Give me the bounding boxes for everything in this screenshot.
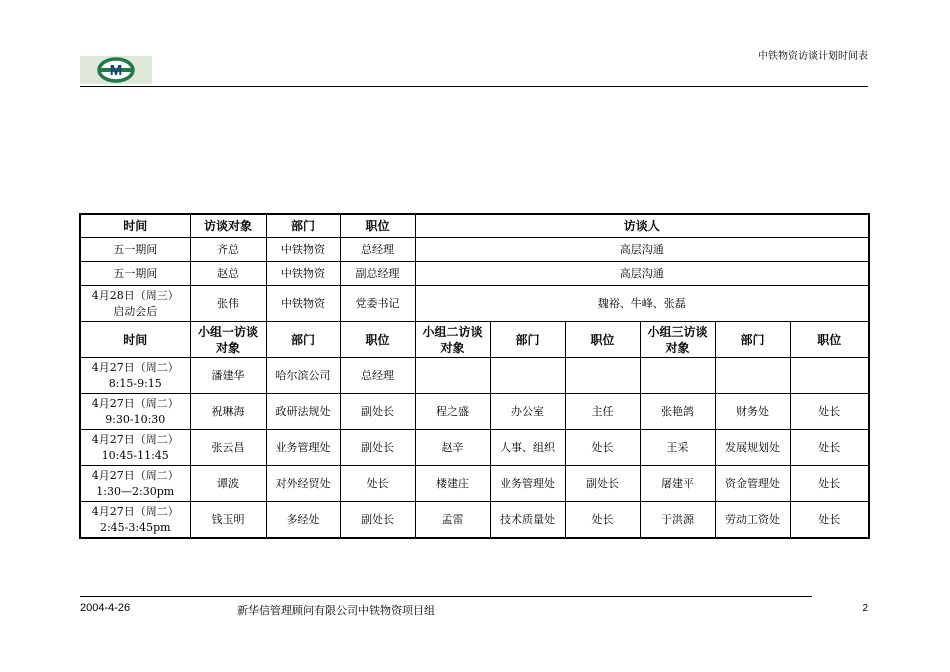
cell-g2-person: 楼建庄 (415, 466, 490, 502)
cell-g3-person: 王采 (640, 430, 715, 466)
cell-department: 中铁物资 (266, 286, 340, 322)
cell-g2-position (565, 358, 640, 394)
group2-header-position: 职位 (565, 322, 640, 358)
cell-g3-position: 处长 (790, 394, 869, 430)
table-row (80, 430, 869, 466)
cell-g2-person: 程之盛 (415, 394, 490, 430)
cell-person: 张伟 (190, 286, 266, 322)
cell-time: 五一期间 (80, 262, 190, 286)
cell-g1-person: 钱玉明 (190, 502, 266, 539)
cell-date: 4月27日（周二） (91, 396, 179, 410)
group1-header-position: 职位 (340, 322, 415, 358)
cell-time-range: 8:15-9:15 (108, 376, 162, 390)
cell-g3-person (640, 358, 715, 394)
cell-g3-department (715, 358, 790, 394)
cell-time-range: 9:30-10:30 (105, 412, 166, 426)
header-title: 中铁物资访谈计划时间表 (758, 51, 868, 62)
header-interviewee: 访谈对象 (190, 214, 266, 238)
cell-g3-position: 处长 (790, 430, 869, 466)
table-row (80, 394, 869, 430)
cell-time-date: 4月28日（周三） (91, 288, 179, 302)
cell-g1-position: 副处长 (340, 502, 415, 539)
cell-g1-position: 处长 (340, 466, 415, 502)
cell-g1-person: 祝琳海 (190, 394, 266, 430)
cell-g1-position: 总经理 (340, 358, 415, 394)
interview-schedule-table (79, 213, 870, 539)
cell-date: 4月27日（周二） (91, 468, 179, 482)
cell-g3-position: 处长 (790, 466, 869, 502)
cell-g2-department: 办公室 (490, 394, 565, 430)
cell-g2-position: 处长 (565, 502, 640, 539)
cell-time (80, 430, 190, 466)
footer-date: 2004-4-26 (80, 602, 131, 614)
group2-header-department: 部门 (490, 322, 565, 358)
cell-date: 4月27日（周二） (91, 432, 179, 446)
cell-g3-position (790, 358, 869, 394)
cell-person: 赵总 (190, 262, 266, 286)
table-row (80, 262, 869, 286)
group1-header-line2: 对象 (215, 340, 240, 355)
cell-g1-position: 副处长 (340, 430, 415, 466)
cell-g2-position: 处长 (565, 430, 640, 466)
cell-time (80, 466, 190, 502)
cell-g2-department: 业务管理处 (490, 466, 565, 502)
group3-header-position: 职位 (790, 322, 869, 358)
group3-header-line2: 对象 (665, 340, 690, 355)
cell-date: 4月27日（周二） (91, 504, 179, 518)
group1-header-interviewee (190, 322, 266, 358)
cell-g1-person: 张云昌 (190, 430, 266, 466)
table-row (80, 502, 869, 539)
table-row (80, 286, 869, 322)
cell-g1-department: 对外经贸处 (266, 466, 340, 502)
cell-g3-department: 财务处 (715, 394, 790, 430)
cell-interviewer: 魏裕、牛峰、张磊 (415, 286, 869, 322)
cell-g1-person: 潘建华 (190, 358, 266, 394)
header-time: 时间 (80, 214, 190, 238)
company-logo (80, 56, 152, 84)
cell-g2-person: 赵辛 (415, 430, 490, 466)
cell-g2-department: 技术质量处 (490, 502, 565, 539)
group1-header-department: 部门 (266, 322, 340, 358)
cell-g1-department: 多经处 (266, 502, 340, 539)
logo-letter: M (109, 62, 123, 79)
cell-time-note: 启动会后 (113, 304, 158, 318)
group1-header-line1: 小组一访谈 (197, 324, 258, 339)
cell-g3-position: 处长 (790, 502, 869, 539)
cell-time-range: 1:30—2:30pm (96, 484, 175, 498)
cell-g2-department: 人事、组织 (490, 430, 565, 466)
cell-g1-department: 业务管理处 (266, 430, 340, 466)
cell-g2-person: 孟雷 (415, 502, 490, 539)
group2-header-line1: 小组二访谈 (422, 324, 483, 339)
table-row (80, 466, 869, 502)
cell-time-range: 2:45-3:45pm (99, 520, 171, 534)
footer-organization: 新华信管理顾问有限公司中铁物资项目组 (237, 604, 435, 617)
cell-time (80, 286, 190, 322)
header-position: 职位 (340, 214, 415, 238)
cell-position: 总经理 (340, 238, 415, 262)
group3-header-department: 部门 (715, 322, 790, 358)
cell-g3-person: 张艳鸽 (640, 394, 715, 430)
cell-g1-department: 政研法规处 (266, 394, 340, 430)
group3-header-interviewee (640, 322, 715, 358)
cell-interviewer: 高层沟通 (415, 262, 869, 286)
cell-g1-department: 哈尔滨公司 (266, 358, 340, 394)
cell-person: 齐总 (190, 238, 266, 262)
cell-g2-person (415, 358, 490, 394)
cell-g2-position: 主任 (565, 394, 640, 430)
group-header-row (80, 322, 869, 358)
header-department: 部门 (266, 214, 340, 238)
cell-date: 4月27日（周二） (91, 360, 179, 374)
cell-g3-department: 发展规划处 (715, 430, 790, 466)
cell-g3-department: 资金管理处 (715, 466, 790, 502)
group-header-time: 时间 (80, 322, 190, 358)
cell-g1-position: 副处长 (340, 394, 415, 430)
cell-g3-person: 于洪源 (640, 502, 715, 539)
header-interviewer: 访谈人 (415, 214, 869, 238)
cell-time-range: 10:45-11:45 (101, 448, 169, 462)
group2-header-interviewee (415, 322, 490, 358)
cell-department: 中铁物资 (266, 262, 340, 286)
cell-time (80, 502, 190, 539)
page-number: 2 (862, 603, 868, 614)
header-divider (80, 86, 868, 87)
table-row (80, 358, 869, 394)
cell-position: 副总经理 (340, 262, 415, 286)
cell-department: 中铁物资 (266, 238, 340, 262)
cell-g1-person: 谭波 (190, 466, 266, 502)
cell-position: 党委书记 (340, 286, 415, 322)
footer-divider (80, 596, 812, 597)
cell-time: 五一期间 (80, 238, 190, 262)
cell-g2-position: 副处长 (565, 466, 640, 502)
table-header-row (80, 214, 869, 238)
group2-header-line2: 对象 (440, 340, 465, 355)
cell-time (80, 358, 190, 394)
group3-header-line1: 小组三访谈 (647, 324, 708, 339)
cell-g3-department: 劳动工资处 (715, 502, 790, 539)
cell-g2-department (490, 358, 565, 394)
cell-time (80, 394, 190, 430)
table-row (80, 238, 869, 262)
cell-g3-person: 屠建平 (640, 466, 715, 502)
cell-interviewer: 高层沟通 (415, 238, 869, 262)
